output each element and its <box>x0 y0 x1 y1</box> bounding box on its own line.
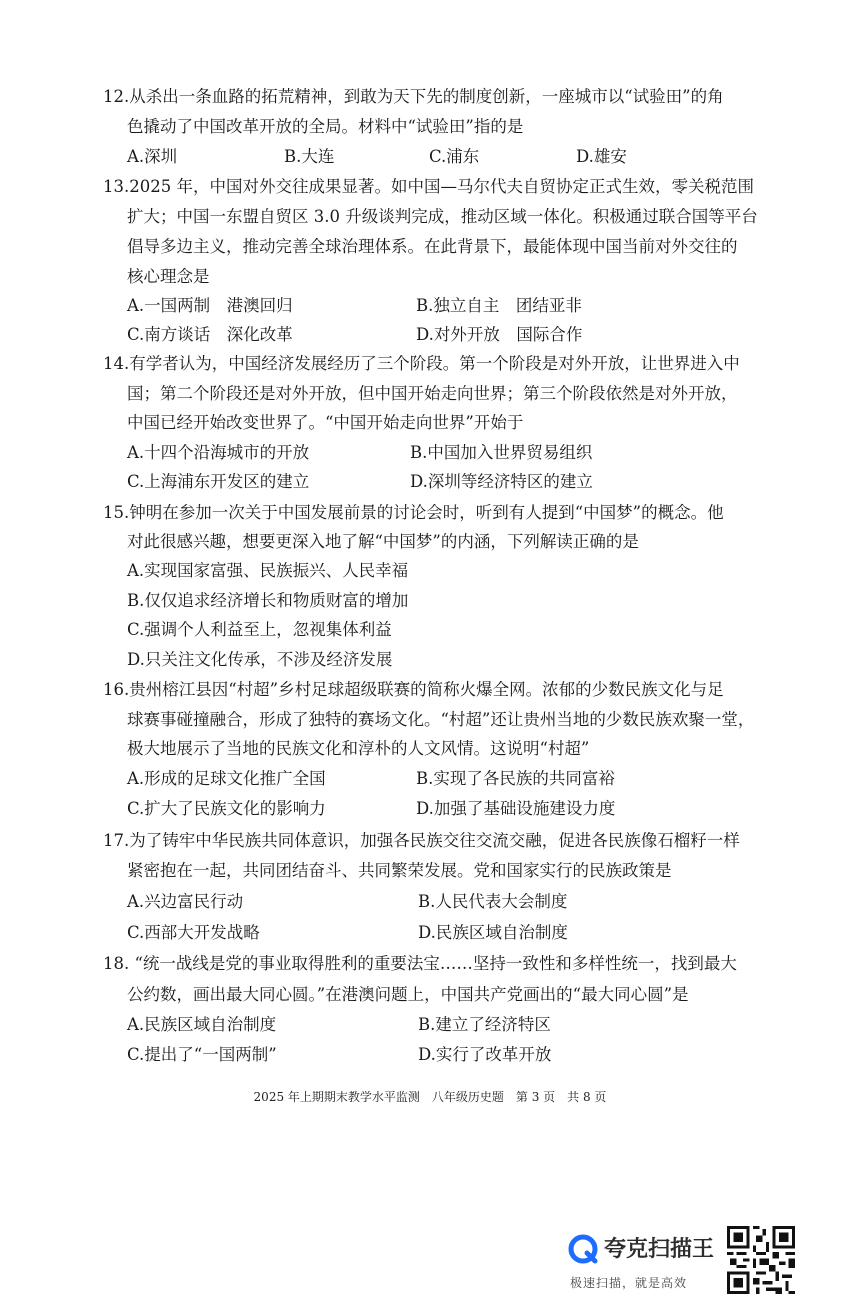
option-c: C.强调个人利益至上，忽视集体利益 <box>127 620 392 639</box>
question-text-line: 15.钟明在参加一次关于中国发展前景的讨论会时，听到有人提到“中国梦”的概念。他 <box>103 503 724 522</box>
qr-code-icon <box>727 1226 795 1294</box>
question-text-line: 中国已经开始改变世界了。“中国开始走向世界”开始于 <box>127 413 524 432</box>
question-text-line: 球赛事碰撞融合，形成了独特的赛场文化。“村超”还让贵州当地的少数民族欢聚一堂， <box>127 710 755 729</box>
option-d: D.雄安 <box>576 147 627 166</box>
question-text-line: 12.从杀出一条血路的拓荒精神，到敢为天下先的制度创新，一座城市以“试验田”的角 <box>103 87 724 106</box>
option-c: C.提出了“一国两制” <box>127 1045 277 1064</box>
question-text-line: 14.有学者认为，中国经济发展经历了三个阶段。第一个阶段是对外开放，让世界进入中 <box>103 354 740 373</box>
option-a: A.十四个沿海城市的开放 <box>127 443 310 462</box>
option-a: A.民族区域自治制度 <box>127 1015 277 1034</box>
option-b: B.中国加入世界贸易组织 <box>410 443 593 462</box>
option-d: D.加强了基础设施建设力度 <box>416 799 616 818</box>
option-c: C.扩大了民族文化的影响力 <box>127 799 326 818</box>
option-d: D.对外开放 国际合作 <box>416 325 583 344</box>
option-a: A.深圳 <box>127 147 178 166</box>
question-text-line: 公约数，画出最大同心圆。”在港澳问题上，中国共产党画出的“最大同心圆”是 <box>127 985 689 1004</box>
question-text-line: 17.为了铸牢中华民族共同体意识，加强各民族交往交流交融，促进各民族像石榴籽一样 <box>103 831 740 850</box>
question-text-line: 18. “统一战线是党的事业取得胜利的重要法宝……坚持一致性和多样性统一，找到最大 <box>103 954 737 973</box>
question-text-line: 扩大；中国一东盟自贸区 3.0 升级谈判完成，推动区域一体化。积极通过联合国等平台 <box>127 207 758 226</box>
option-c: C.南方谈话 深化改革 <box>127 325 293 344</box>
question-text-line: 紧密抱在一起，共同团结奋斗、共同繁荣发展。党和国家实行的民族政策是 <box>127 861 672 880</box>
option-c: C.浦东 <box>429 147 480 166</box>
option-b: B.建立了经济特区 <box>418 1015 551 1034</box>
option-c: C.西部大开发战略 <box>127 923 260 942</box>
question-text-line: 极大地展示了当地的民族文化和淳朴的人文风情。这说明“村超” <box>127 739 590 758</box>
question-text-line: 13.2025 年，中国对外交往成果显著。如中国—马尔代夫自贸协定正式生效，零关税范围 <box>103 177 754 196</box>
option-a: A.实现国家富强、民族振兴、人民幸福 <box>127 561 409 580</box>
option-d: D.实行了改革开放 <box>418 1045 552 1064</box>
option-b: B.实现了各民族的共同富裕 <box>416 769 615 788</box>
option-a: A.一国两制 港澳回归 <box>127 296 293 315</box>
option-b: B.独立自主 团结亚非 <box>416 296 582 315</box>
option-b: B.仅仅追求经济增长和物质财富的增加 <box>127 591 409 610</box>
option-d: D.民族区域自治制度 <box>418 923 568 942</box>
option-b: B.人民代表大会制度 <box>418 892 568 911</box>
scanner-watermark <box>568 1226 728 1296</box>
question-text-line: 对此很感兴趣，想要更深入地了解“中国梦”的内涵，下列解读正确的是 <box>127 532 639 551</box>
option-c: C.上海浦东开发区的建立 <box>127 472 310 491</box>
option-d: D.只关注文化传承，不涉及经济发展 <box>127 650 393 669</box>
question-text-line: 色撬动了中国改革开放的全局。材料中“试验田”指的是 <box>127 117 524 136</box>
question-text-line: 国；第二个阶段还是对外开放，但中国开始走向世界；第三个阶段依然是对外开放， <box>127 384 738 403</box>
question-text-line: 倡导多边主义，推动完善全球治理体系。在此背景下，最能体现中国当前对外交往的 <box>127 237 738 256</box>
page-footer: 2025 年上期期末教学水平监测 八年级历史题 第 3 页 共 8 页 <box>253 1090 607 1104</box>
option-a: A.兴边富民行动 <box>127 892 244 911</box>
quark-logo-icon <box>568 1234 598 1264</box>
brand-name: 夸克扫描王 <box>604 1237 715 1262</box>
brand-slogan: 极速扫描，就是高效 <box>570 1276 688 1290</box>
question-text-line: 16.贵州榕江县因“村超”乡村足球超级联赛的简称火爆全网。浓郁的少数民族文化与足 <box>103 680 724 699</box>
option-b: B.大连 <box>284 147 335 166</box>
option-d: D.深圳等经济特区的建立 <box>410 472 593 491</box>
option-a: A.形成的足球文化推广全国 <box>127 769 326 788</box>
question-text-line: 核心理念是 <box>127 267 210 286</box>
